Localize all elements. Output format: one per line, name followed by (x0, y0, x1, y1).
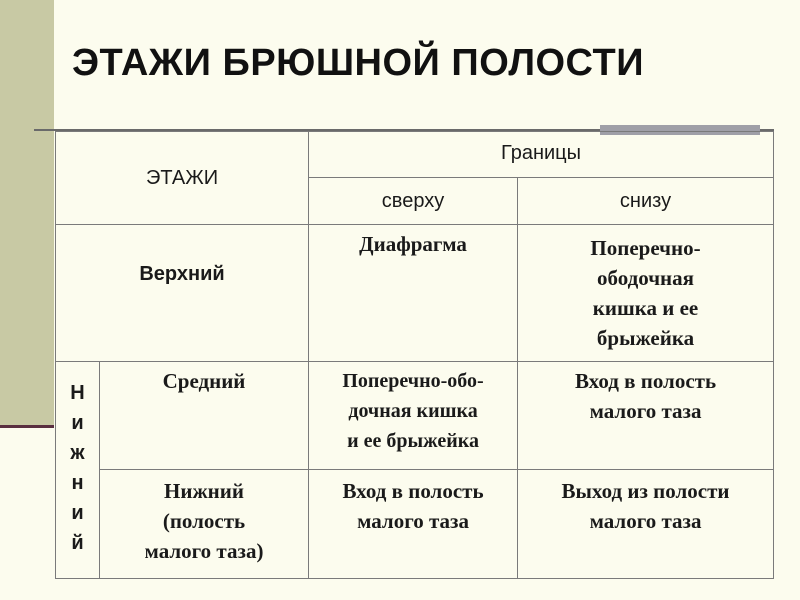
table-row-upper (56, 225, 774, 362)
cell-lower-name (100, 470, 309, 579)
cell-lower-bottom (518, 470, 774, 579)
middle-bottom-line: Вход в полость (574, 369, 717, 393)
lower-name-line: малого таза) (144, 539, 264, 563)
upper-bottom-line: ободочная (597, 266, 695, 290)
cell-lower-top (309, 470, 518, 579)
upper-bottom-line: кишка и ее (592, 296, 699, 320)
header-boundaries-label: Границы (501, 142, 582, 164)
table-row-middle (56, 362, 774, 470)
table-row-lower (56, 470, 774, 579)
lower-group-letter: и (71, 502, 84, 524)
lower-group-letter: ж (70, 442, 85, 464)
side-decor-bar (0, 0, 54, 428)
lower-top-line: Вход в полость (342, 479, 484, 503)
lower-name-line: (полость (162, 509, 246, 533)
middle-top-line: дочная кишка (348, 400, 478, 422)
upper-bottom-line: брыжейка (596, 326, 695, 350)
lower-group-letter: н (71, 472, 84, 494)
lower-group-letter: й (71, 532, 84, 554)
lower-name-line: Нижний (164, 479, 244, 503)
middle-floor-label: Средний (162, 369, 246, 393)
cell-upper-top (309, 225, 518, 362)
cell-upper-name (56, 225, 309, 362)
lower-bottom-line: малого таза (589, 509, 702, 533)
slide-title: ЭТАЖИ БРЮШНОЙ ПОЛОСТИ (72, 42, 645, 84)
lower-group-letter: Н (70, 382, 85, 404)
header-bottom-label: снизу (619, 190, 672, 212)
middle-top-line: и ее брыжейка (347, 430, 479, 452)
upper-bottom-line: Поперечно- (590, 236, 701, 260)
floors-table (55, 131, 774, 579)
upper-top-text: Диафрагма (359, 232, 467, 256)
cell-lower-group (56, 362, 100, 579)
cell-middle-bottom (518, 362, 774, 470)
cell-middle-name (100, 362, 309, 470)
side-decor-line (0, 425, 54, 428)
header-boundaries (309, 132, 774, 178)
cell-upper-bottom (518, 225, 774, 362)
header-bottom (518, 178, 774, 225)
middle-top-line: Поперечно-обо- (342, 370, 484, 392)
header-floors-label: ЭТАЖИ (145, 167, 219, 189)
middle-bottom-line: малого таза (589, 399, 702, 423)
cell-middle-top (309, 362, 518, 470)
lower-bottom-line: Выход из полости (561, 479, 730, 503)
header-top-label: сверху (381, 190, 445, 212)
header-top (309, 178, 518, 225)
lower-top-line: малого таза (357, 509, 469, 533)
header-floors (56, 132, 309, 225)
lower-group-letter: и (71, 412, 84, 434)
upper-floor-label: Верхний (139, 263, 225, 285)
